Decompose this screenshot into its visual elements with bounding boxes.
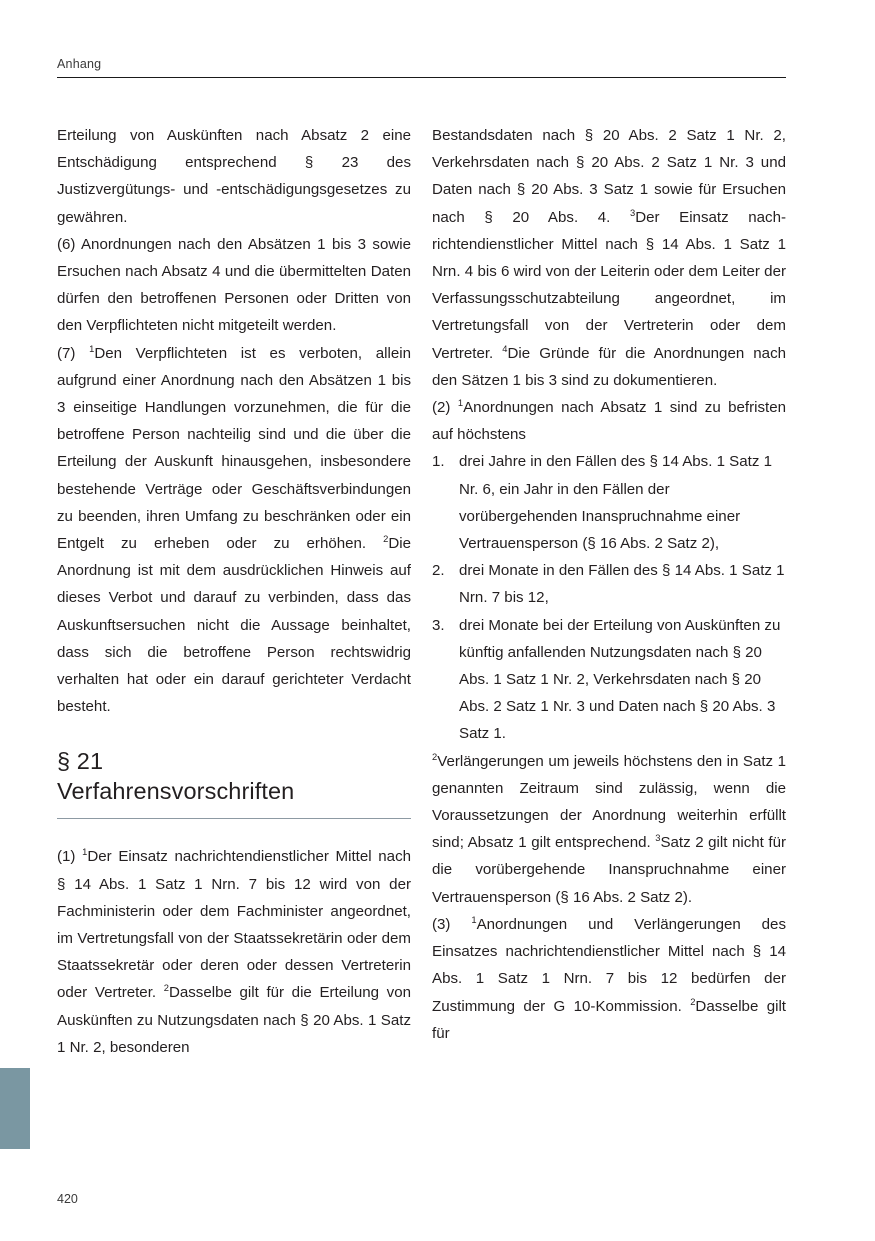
left-column [57,122,411,1061]
sentence-number: 2 [383,534,389,545]
ordered-list [432,448,786,747]
list-item [432,612,786,748]
sentence-number: 2 [432,751,438,762]
body-columns [57,122,786,1061]
sentence-number: 4 [502,343,508,354]
section-title: Verfahrensvorschriften [57,778,295,805]
list-item [432,557,786,611]
section-heading-rule [57,818,411,819]
list-item-marker: 1. [432,453,445,471]
sentence-number: 1 [471,914,477,925]
sentence-number: 1 [89,343,95,354]
paragraph: Bestandsdaten nach § 20 Abs. 2 Satz 1 Nr. 2, Verkehrsdaten nach § 20 Abs. 2 Satz 1 Nr. 3 und Daten nach § 20 Abs. 3 Satz 1 sowie für Ersuchen nach § 20 Abs. 4. $^3$Der Einsatz nachrichtendienstlicher Mittel nach § 14 Abs. 1 Satz 1 Nrn. 4 bis 6 wird von der Leiterin oder dem Leiter der Verfassungsschutzabteilung angeordnet, im Vertretungsfall von der Vertreterin oder dem Vertreter. $^4$Die Gründe für die Anordnungen nach den Sätzen 1 bis 3 sind zu dokumentieren. [432,127,787,389]
sentence-number: 2 [690,996,696,1007]
list-item-text: drei Monate in den Fällen des § 14 Abs. 1 Satz 1 Nrn. 7 bis 12, [459,562,785,607]
paragraph: (7) $^1$Den Verpflichteten ist es verboten, allein aufgrund einer Anordnung nach den Absätzen 1 bis 3 einseitige Handlungen vorzunehmen, die für die betroffene Person nachteilig sind und die über die Erteilung der Auskunft hinausgehen, insbesondere bestehende Verträge oder Geschäftsverbindungen zu beenden, ihren Umfang zu beschränken oder ein Entgelt zu erheben oder zu erhöhen. $^2$Die Anordnung ist mit dem ausdrücklichen Hinweis auf dieses Verbot und darauf zu verbinden, dass das Auskunftsersuchen nicht die Aussage beinhaltet, dass sich die betroffene Person rechtswidrig verhalten hat oder ein darauf gerichteter Verdacht besteht. [57,343,411,716]
list-item-marker: 2. [432,562,445,580]
list-item-text: drei Monate bei der Erteilung von Auskünften zu künftig anfallenden Nutzungsdaten nach § 20 Abs. 1 Satz 1 Nr. 2, Verkehrsdaten nach § 20 Abs. 2 Satz 1 Nr. 3 und Daten nach § 20 Abs. 3 Satz 1. [459,616,781,743]
sentence-number: 3 [655,833,661,844]
section-heading [57,746,411,819]
paragraph: Erteilung von Auskünften nach Absatz 2 eine Entschädigung entsprechend § 23 des Justizvergütungs- und -entschädigungsgesetzes zu gewähren. [57,127,411,226]
running-head-rule [57,77,786,78]
sentence-number: 1 [82,847,88,858]
list-item-marker: 3. [432,616,445,634]
sentence-number: 1 [457,398,464,408]
section-number: § 21 [57,748,104,775]
list-item [432,448,786,557]
page-number: 420 [57,1192,78,1206]
paragraph: (6) Anordnungen nach den Absätzen 1 bis 3 sowie Ersuchen nach Absatz 4 und die übermittelten Daten dürfen den betroffenen Personen oder Dritten von den Verpflichteten nicht mitgeteilt werden. [57,235,411,335]
paragraph: (1) $^1$Der Einsatz nachrichtendienstlicher Mittel nach § 14 Abs. 1 Satz 1 Nrn. 7 bis 12 wird von der Fachministerin oder dem Fachminister angeordnet, im Vertretungsfall von der Staatssekretärin oder dem Staatssekretär oder deren oder dessen Vertreterin oder Vertreter. $^2$Dasselbe gilt für die Erteilung von Auskünften zu Nutzungsdaten nach § 20 Abs. 1 Satz 1 Nr. 2, besonderen [57,847,412,1056]
sentence-number: 2 [163,983,169,994]
running-head-label: Anhang [57,57,102,71]
sentence-number: 3 [629,207,636,218]
right-column [432,122,786,1061]
running-head [57,56,786,78]
list-item-text: drei Jahre in den Fällen des § 14 Abs. 1 Satz 1 Nr. 6, ein Jahr in den Fällen der vorübergehenden Inanspruchnahme einer Vertrauensperson (§ 16 Abs. 2 Satz 2), [459,453,772,553]
paragraph: $^2$Verlängerungen um jeweils höchstens den in Satz 1 genannten Zeitraum sind zulässig, wenn die Voraussetzungen der Anordnung weiterhin erfüllt sind; Absatz 1 gilt entsprechend. $^3$Satz 2 gilt nicht für die vorübergehende Inanspruchnahme einer Vertrauensperson (§ 16 Abs. 2 Satz 2). [432,751,786,906]
edge-thumb-tab [0,1068,30,1149]
paragraph: (3) $^1$Anordnungen und Verlängerungen des Einsatzes nachrichtendienstlicher Mittel nach § 14 Abs. 1 Satz 1 Nrn. 7 bis 12 bedürfen der Zustimmung der G 10-Kommission. $^2$Dasselbe gilt für [432,914,786,1042]
paragraph: (2) $^1$Anordnungen nach Absatz 1 sind zu befristen auf höchstens [432,398,787,444]
